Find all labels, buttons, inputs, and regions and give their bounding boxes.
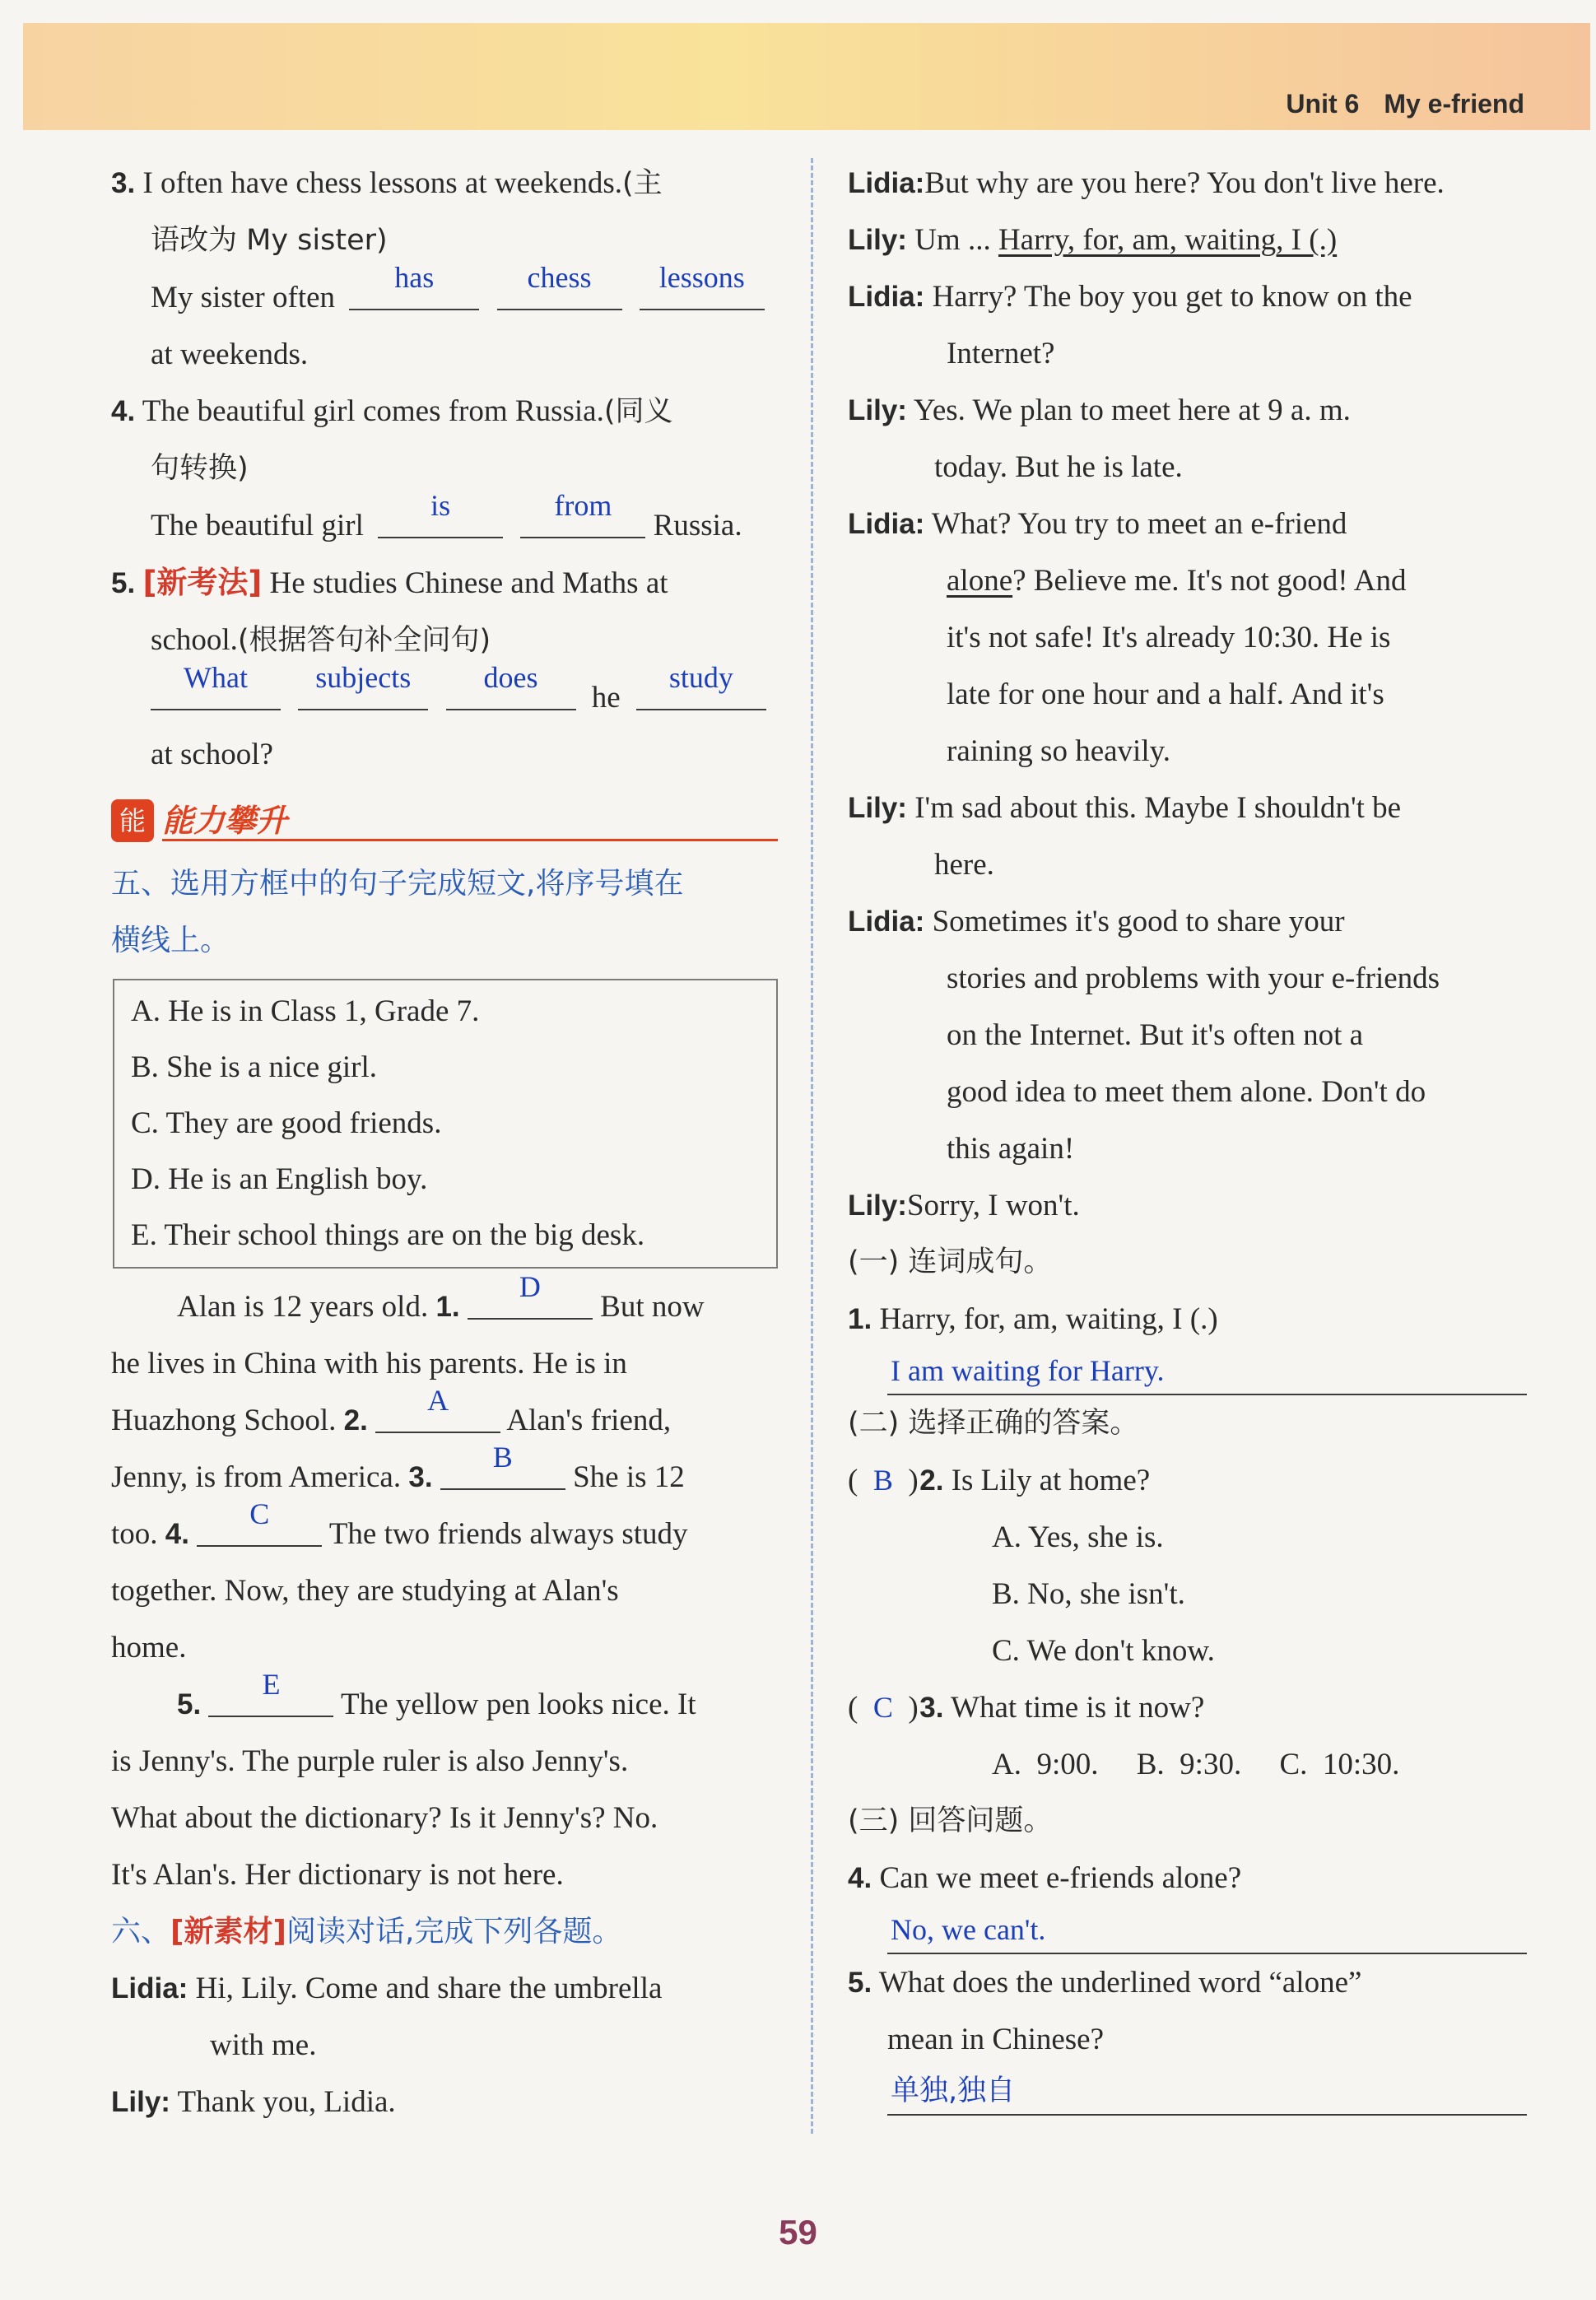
q5-text: He studies Chinese and Maths at: [269, 566, 668, 600]
passage-line-11: It's Alan's. Her dictionary is not here.: [111, 1858, 564, 1892]
speaker-lidia: Lidia:: [848, 906, 925, 938]
q5-blank-1[interactable]: [151, 661, 281, 710]
q5-tag: [新考法]: [142, 565, 263, 600]
dialog-text: Yes. We plan to meet here at 9 a. m.: [913, 393, 1351, 427]
rq2-text: Is Lily at home?: [951, 1464, 1151, 1497]
q3-text: I often have chess lessons at weekends.: [142, 166, 623, 200]
passage-text: The two friends always study: [328, 1517, 688, 1551]
speaker-lily: Lily:: [848, 394, 907, 426]
rq2-line: [848, 1452, 1527, 1509]
rq1-text: Harry, for, am, waiting, I (.): [879, 1302, 1218, 1336]
rq3-line: [848, 1679, 1527, 1736]
rq5-line2: mean in Chinese?: [887, 2023, 1105, 2056]
dialog-line: [848, 496, 1527, 552]
dialog-line: late for one hour and a half. And it's: [947, 677, 1384, 711]
q4-prefix: The beautiful girl: [151, 509, 364, 542]
dialog-line: [848, 382, 1527, 439]
rq2-option-c: C. We don't know.: [992, 1634, 1215, 1668]
q5-suffix: at school?: [151, 738, 273, 771]
section-badge-icon: 能: [111, 799, 154, 842]
speaker-lidia: Lidia:: [848, 281, 925, 313]
blank-3-number: 3.: [408, 1461, 433, 1493]
speaker-lily: Lily:: [848, 1190, 907, 1222]
underlined-word-alone: alone: [947, 564, 1013, 598]
dialog-text: But why are you here? You don't live here.: [924, 166, 1445, 200]
rq2-option-a: A. Yes, she is.: [992, 1520, 1164, 1554]
q4-blank-2[interactable]: [520, 489, 645, 538]
part6-prefix: 六、: [111, 1915, 171, 1948]
passage-text: Alan's friend,: [506, 1404, 672, 1437]
passage-answer-5: E: [262, 1668, 281, 1701]
rq2-answer: B: [872, 1464, 893, 1497]
dialog-text: Sorry, I won't.: [906, 1189, 1080, 1222]
dialog-line: stories and problems with your e-friends: [947, 961, 1440, 995]
rq3-number: 3.: [919, 1692, 944, 1724]
dialog-text: What? You try to meet an e-friend: [931, 507, 1347, 541]
passage-text: She is 12: [573, 1460, 685, 1494]
column-divider: [811, 158, 813, 2134]
passage-line-9: is Jenny's. The purple ruler is also Jenny's.: [111, 1744, 629, 1778]
speaker-lily: Lily:: [848, 224, 907, 256]
q4-text: The beautiful girl comes from Russia.: [142, 394, 604, 428]
passage-line-3: [111, 1384, 786, 1449]
option-b: B. She is a nice girl.: [131, 1050, 378, 1084]
q5-line1: [111, 554, 786, 612]
q4-answer-2: from: [554, 489, 612, 522]
q4-blank-1[interactable]: [378, 489, 503, 538]
rq2-option-b: B. No, she isn't.: [992, 1577, 1185, 1611]
dialog-line: it's not safe! It's already 10:30. He is: [947, 621, 1391, 654]
speaker-lily: Lily:: [848, 792, 907, 824]
dialog-line: this again!: [947, 1132, 1075, 1166]
rq5-text: What does the underlined word “alone”: [878, 1966, 1362, 2000]
passage-text: Huazhong School.: [111, 1404, 337, 1437]
passage-text: too.: [111, 1517, 158, 1551]
passage-answer-4: C: [249, 1497, 270, 1530]
q3-blank-1[interactable]: [349, 261, 479, 310]
speaker-lidia: Lidia:: [848, 167, 925, 199]
left-column: [111, 155, 786, 2130]
rq1-answer-line[interactable]: I am waiting for Harry.: [887, 1348, 1527, 1395]
subsection-3-title: (三) 回答问题。: [848, 1804, 1053, 1837]
dialog-text: ? Believe me. It's not good! And: [1012, 564, 1407, 598]
unit-title: My e-friend: [1384, 89, 1524, 119]
dialog-text: Hi, Lily. Come and share the umbrella: [195, 1972, 663, 2005]
unit-label: Unit 6: [1286, 89, 1360, 119]
passage-blank-5[interactable]: [208, 1668, 333, 1717]
dialog-text: Um ...: [914, 223, 991, 257]
dialog-line: [848, 552, 1527, 609]
q3-note2: 语改为 My sister): [151, 224, 388, 257]
q4-answer-line: [111, 489, 786, 554]
q5-blank-4[interactable]: [636, 661, 766, 710]
dialog-line: here.: [934, 848, 994, 882]
q3-answer-line: [111, 261, 786, 326]
speaker-lily: Lily:: [111, 2086, 170, 2118]
q4-suffix: Russia.: [653, 509, 742, 542]
q5-note: (根据答句补全问句): [237, 624, 491, 657]
right-column: [848, 155, 1527, 2116]
dialog-line: [111, 1960, 786, 2017]
rq3-text: What time is it now?: [951, 1691, 1205, 1725]
passage-line-4: [111, 1441, 786, 1506]
section-title: 能力攀升: [162, 803, 288, 839]
q5-answer-2: subjects: [315, 661, 412, 694]
q3-answer-3: lessons: [658, 261, 745, 294]
dialog-line: on the Internet. But it's often not a: [947, 1018, 1364, 1052]
q3-suffix: at weekends.: [151, 338, 309, 371]
q3-blank-2[interactable]: [497, 261, 622, 310]
rq1-number: 1.: [848, 1303, 872, 1335]
rq5-answer-line[interactable]: 单独,独自: [887, 2068, 1527, 2116]
rq5-line1: [848, 1954, 1527, 2011]
q5-answer-1: What: [184, 661, 248, 694]
q3-answer-1: has: [394, 261, 435, 294]
rq3-answer: C: [872, 1691, 893, 1724]
dialog-line: [848, 212, 1527, 268]
rq1-line: [848, 1291, 1527, 1348]
q5-answer-4: study: [668, 661, 733, 694]
options-box: [113, 979, 778, 1269]
q5-answer-3: does: [483, 661, 538, 694]
speaker-lidia: Lidia:: [848, 508, 925, 540]
blank-2-number: 2.: [343, 1404, 368, 1436]
section-header: [111, 789, 786, 855]
q3-number: 3.: [111, 167, 136, 199]
q3-line1: [111, 155, 786, 212]
option-d: D. He is an English boy.: [131, 1162, 428, 1196]
blank-5-number: 5.: [177, 1688, 202, 1720]
passage-text: Alan is 12 years old.: [177, 1290, 429, 1324]
passage-blank-2[interactable]: [375, 1384, 500, 1433]
rq4-text: Can we meet e-friends alone?: [879, 1861, 1242, 1895]
q4-line1: [111, 383, 786, 440]
dialog-line: [848, 893, 1527, 950]
q5-number: 5.: [111, 567, 136, 599]
part5-title-1: 五、选用方框中的句子完成短文,将序号填在: [111, 867, 684, 901]
rq4-number: 4.: [848, 1862, 872, 1894]
subsection-2-title: (二) 选择正确的答案。: [848, 1407, 1139, 1440]
part6-title: [111, 1903, 786, 1960]
blank-4-number: 4.: [165, 1518, 189, 1550]
speaker-lidia: Lidia:: [111, 1972, 188, 2004]
dialog-text: Sometimes it's good to share your: [932, 905, 1345, 938]
q5-mid: he: [591, 681, 621, 715]
passage-answer-2: A: [427, 1384, 449, 1417]
dialog-line: [111, 2074, 786, 2130]
passage-text: Jenny, is from America.: [111, 1460, 402, 1494]
page-number: 59: [779, 2213, 817, 2251]
rq2-number: 2.: [919, 1464, 944, 1497]
header-unit-title: [1286, 89, 1524, 119]
passage-line-6: together. Now, they are studying at Alan's: [111, 1574, 619, 1608]
page-header: [23, 23, 1590, 130]
passage-line-2: he lives in China with his parents. He is in: [111, 1347, 627, 1380]
dialog-line: [848, 155, 1527, 212]
dialog-line: with me.: [210, 2028, 317, 2062]
dialog-line: [848, 1177, 1527, 1234]
part5-title-2: 横线上。: [111, 924, 230, 957]
q4-answer-1: is: [430, 489, 451, 522]
rq3-options: A. 9:00. B. 9:30. C. 10:30.: [992, 1748, 1400, 1781]
q3-blank-3[interactable]: [640, 261, 765, 310]
passage-blank-4[interactable]: [197, 1497, 322, 1547]
q3-answer-2: chess: [527, 261, 592, 294]
rq3-answer-paren[interactable]: ( C ): [848, 1691, 919, 1725]
passage-answer-3: B: [492, 1441, 513, 1474]
q3-note1: (主: [622, 167, 663, 200]
dialog-line: Internet?: [947, 337, 1055, 370]
q3-prefix: My sister often: [151, 281, 336, 314]
passage-line-10: What about the dictionary? Is it Jenny's? No.: [111, 1801, 658, 1835]
passage-blank-3[interactable]: [440, 1441, 565, 1490]
passage-line-7: home.: [111, 1631, 187, 1664]
passage-line-5: [111, 1497, 786, 1562]
dialog-text: Harry? The boy you get to know on the: [932, 280, 1412, 314]
blank-1-number: 1.: [435, 1291, 460, 1323]
dialog-text: I'm sad about this. Maybe I shouldn't be: [914, 791, 1402, 825]
q5-answer-line: [111, 661, 786, 726]
rq4-answer-line[interactable]: No, we can't.: [887, 1907, 1527, 1954]
dialog-text: Thank you, Lidia.: [177, 2085, 396, 2119]
passage-blank-1[interactable]: [468, 1270, 593, 1320]
passage-line-1: [111, 1270, 786, 1335]
dialog-line: good idea to meet them alone. Don't do: [947, 1075, 1426, 1109]
q5-blank-3[interactable]: [446, 661, 576, 710]
option-a: A. He is in Class 1, Grade 7.: [131, 994, 480, 1028]
part6-tag: [新素材]: [170, 1915, 286, 1948]
dialog-line: [848, 780, 1527, 836]
q4-note2: 句转换): [151, 452, 249, 485]
passage-text: But now: [600, 1290, 705, 1324]
q4-number: 4.: [111, 395, 136, 427]
passage-line-8: [111, 1668, 786, 1733]
underlined-scrambled-words: Harry, for, am, waiting, I (.): [998, 223, 1338, 257]
dialog-line: today. But he is late.: [934, 450, 1183, 484]
passage-answer-1: D: [519, 1270, 541, 1303]
q5-blank-2[interactable]: [298, 661, 428, 710]
option-e: E. Their school things are on the big desk.: [131, 1218, 645, 1252]
dialog-line: raining so heavily.: [947, 734, 1170, 768]
q5-text2: school.: [151, 623, 238, 657]
rq2-answer-paren[interactable]: ( B ): [848, 1464, 919, 1497]
q4-note1: (同义: [603, 395, 673, 428]
part6-title-text: 阅读对话,完成下列各题。: [286, 1915, 622, 1948]
rq4-line: [848, 1850, 1527, 1907]
rq5-number: 5.: [848, 1967, 872, 1999]
passage-text: The yellow pen looks nice. It: [341, 1688, 696, 1721]
subsection-1-title: (一) 连词成句。: [848, 1245, 1053, 1278]
section-underline: [162, 839, 778, 841]
option-c: C. They are good friends.: [131, 1106, 442, 1140]
dialog-line: [848, 268, 1527, 325]
